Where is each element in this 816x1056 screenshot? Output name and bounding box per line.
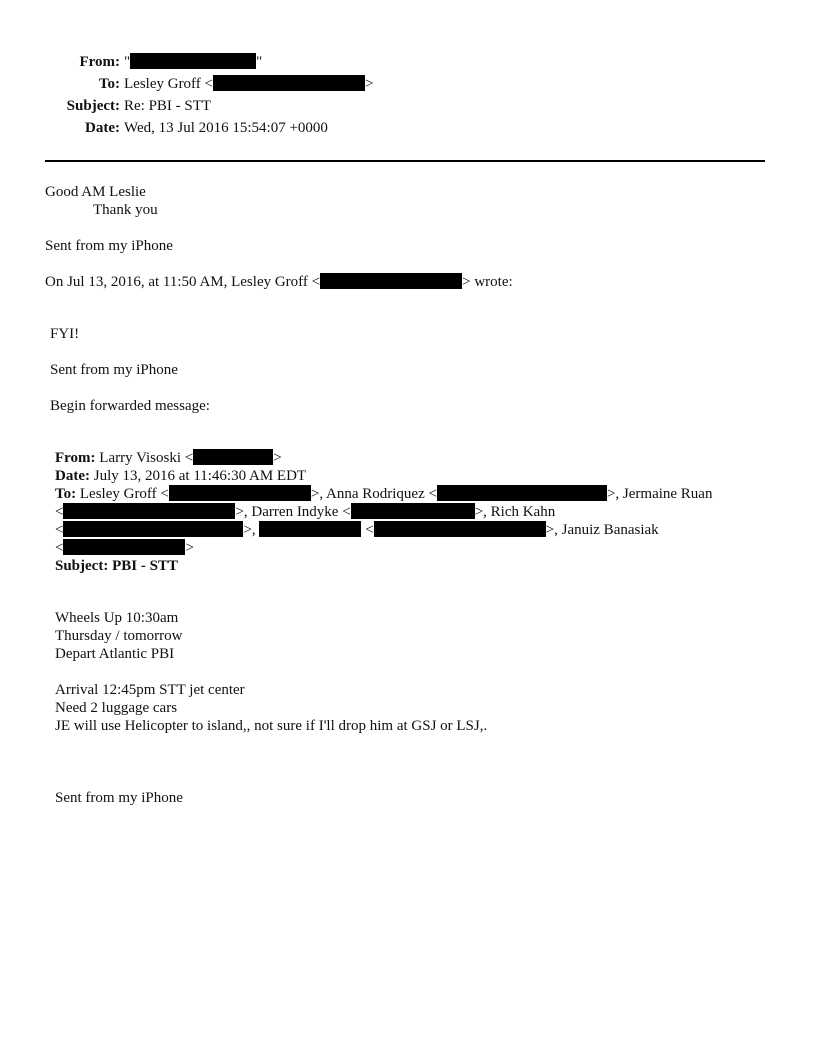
redaction-block (130, 53, 256, 69)
redaction-block (63, 521, 243, 537)
redaction-block (169, 485, 311, 501)
fwd-signature: Sent from my iPhone (55, 790, 183, 806)
from-value: " " (124, 54, 263, 70)
body-line: Thursday / tomorrow (55, 628, 183, 644)
redaction-block (213, 75, 365, 91)
reply-signature: Sent from my iPhone (45, 238, 173, 254)
redaction-block (63, 539, 185, 555)
date-label: Date: (85, 120, 120, 136)
redaction-block (259, 521, 361, 537)
redaction-block (437, 485, 607, 501)
redaction-block (320, 273, 462, 289)
fwd-to-label: To: (55, 486, 77, 502)
fwd-to-row-3: < >, < >, Januiz Banasiak (55, 522, 659, 538)
header-divider (45, 160, 765, 162)
quoted-signature: Sent from my iPhone (50, 362, 178, 378)
fwd-to-row-2: < >, Darren Indyke < >, Rich Kahn (55, 504, 556, 520)
forward-intro: Begin forwarded message: (50, 398, 210, 414)
redaction-block (374, 521, 546, 537)
fwd-to-row-1: To: Lesley Groff < >, Anna Rodriquez < >, Jermaine Ruan (55, 486, 713, 502)
body-line: Depart Atlantic PBI (55, 646, 175, 662)
quote-intro: On Jul 13, 2016, at 11:50 AM, Lesley Groff < > wrote: (45, 274, 513, 290)
to-label: To: (98, 76, 120, 92)
body-line: Need 2 luggage cars (55, 700, 178, 716)
fwd-subject-label: Subject: PBI - STT (55, 558, 178, 574)
fwd-date-row (55, 467, 306, 485)
greeting: Good AM Leslie (45, 184, 146, 200)
fwd-to-row-4: < > (55, 540, 194, 556)
to-value: Lesley Groff < > (124, 76, 374, 92)
fwd-from-label: From: (55, 450, 96, 466)
subject-value: Re: PBI - STT (124, 98, 212, 114)
body-line: JE will use Helicopter to island,, not sure if I'll drop him at GSJ or LSJ,. (55, 718, 488, 734)
subject-label: Subject: (66, 98, 120, 114)
date-value: Wed, 13 Jul 2016 15:54:07 +0000 (124, 120, 328, 136)
redaction-block (63, 503, 235, 519)
fwd-subject-row (55, 557, 178, 575)
quoted-fyi: FYI! (50, 326, 80, 342)
thanks: Thank you (93, 202, 158, 218)
fwd-date-label: Date: (55, 468, 90, 484)
from-label: From: (79, 54, 120, 70)
redaction-block (193, 449, 273, 465)
fwd-date-value: July 13, 2016 at 11:46:30 AM EDT (93, 468, 307, 484)
body-line: Arrival 12:45pm STT jet center (55, 682, 245, 698)
fwd-from-row: From: Larry Visoski < > (55, 450, 282, 466)
redaction-block (351, 503, 475, 519)
body-line: Wheels Up 10:30am (55, 610, 179, 626)
